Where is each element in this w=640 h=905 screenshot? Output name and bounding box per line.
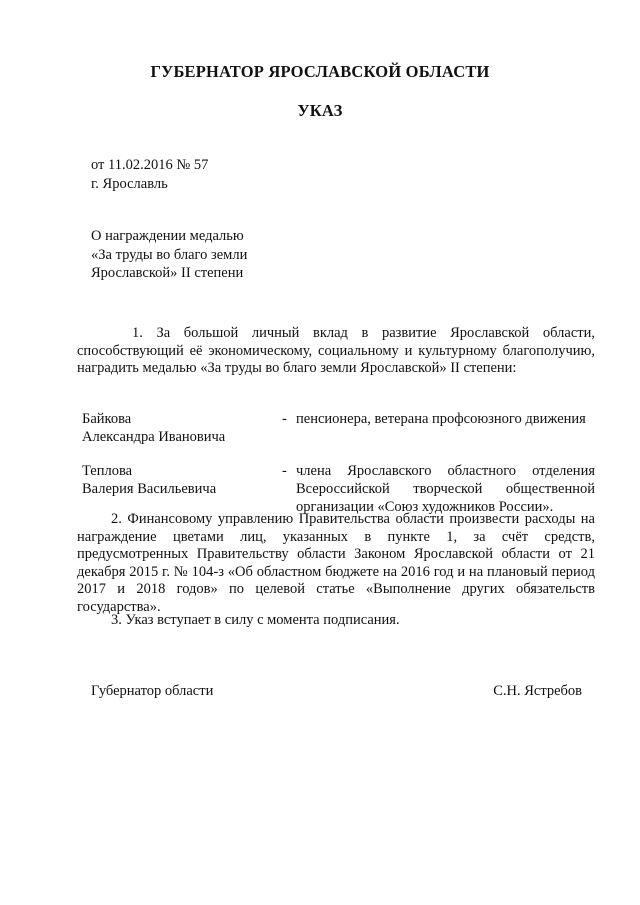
paragraph-3 [77, 612, 595, 630]
paragraph-1-text: 1. За большой личный вклад в развитие Ярославской области, способствующий её экономическому, социальному и культурному благополучию, наградить медалью «За труды во благо земли Ярославской» II степени: [77, 325, 595, 376]
awardee-given-name: Александра Ивановича [82, 429, 226, 445]
signature-role: Губернатор области [91, 683, 214, 699]
document-authority: ГУБЕРНАТОР ЯРОСЛАВСКОЙ ОБЛАСТИ [150, 62, 490, 81]
awardee-name [82, 410, 282, 446]
date-number: от 11.02.2016 № 57 [91, 157, 209, 173]
awardee-dash: - [282, 411, 287, 427]
awardee-list [77, 410, 595, 520]
subject-line: «За труды во благо земли [91, 246, 248, 263]
city: г. Ярославль [91, 176, 168, 192]
paragraph-3-text: 3. Указ вступает в силу с момента подписания. [111, 612, 400, 628]
awardee-description: пенсионера, ветерана профсоюзного движения [296, 411, 586, 427]
document-type: УКАЗ [297, 101, 343, 120]
document-meta [91, 156, 208, 194]
subject-line: О награждении медалью [91, 228, 244, 244]
subject-line: Ярославской» II степени [91, 265, 244, 281]
awardee-description: члена Ярославского областного отделения Всероссийской творческой общественной организации «Союз художников России». [296, 463, 595, 515]
paragraph-2-text: 2. Финансовому управлению Правительства области произвести расходы на награждение цветами лиц, указанных в пункте 1, за счёт средств, предусмотренных Правительству области Законом Ярославской области от 21 декабря 2015 г. № 104-з «Об областном бюджете на 2016 год и на плановый период 2017 и 2018 годов» по целевой статье «Выполнение других обязательств государства». [77, 511, 595, 615]
signature-name: С.Н. Ястребов [493, 683, 582, 699]
awardee-surname: Теплова [82, 463, 133, 479]
awardee-dash: - [282, 463, 287, 479]
paragraph-1 [77, 325, 595, 378]
awardee-row [77, 410, 595, 462]
awardee-surname: Байкова [82, 411, 132, 427]
paragraph-2 [77, 511, 595, 616]
document-subject [91, 227, 247, 283]
awardee-given-name: Валерия Васильевича [82, 481, 217, 497]
awardee-name [82, 462, 282, 498]
